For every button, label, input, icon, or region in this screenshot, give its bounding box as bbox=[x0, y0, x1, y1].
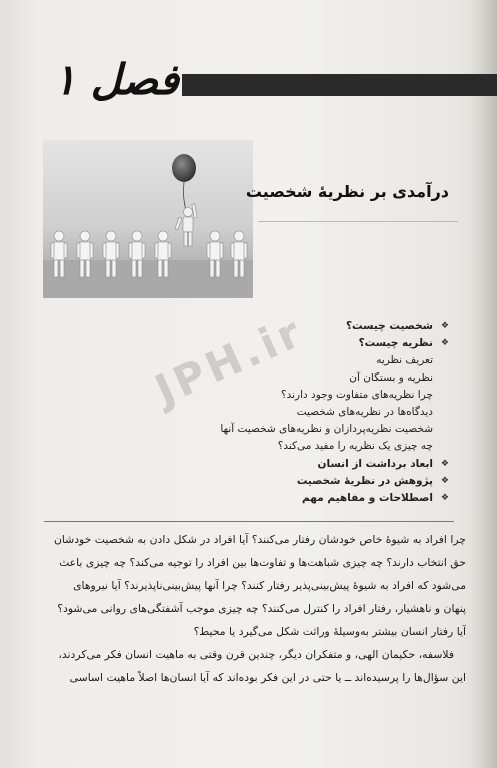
outline-main-item bbox=[149, 456, 449, 473]
diamond-bullet-icon: ❖ bbox=[440, 321, 449, 331]
section-title: درآمدی بر نظریهٔ شخصیت bbox=[245, 182, 449, 201]
outline-item-text: نظریه چیست؟ bbox=[358, 337, 433, 350]
body-text-line: می‌شود که افراد به شیوهٔ پیش‌بینی‌پذیر رفتار کنند؟ چرا آنها پیش‌بینی‌ناپذیرند؟ آیا نیروهای bbox=[73, 579, 466, 592]
outline-main-item bbox=[149, 335, 449, 352]
outline-item-text: دیدگاه‌ها در نظریه‌های شخصیت bbox=[296, 406, 433, 419]
outline-sub-item bbox=[149, 421, 449, 438]
outline-item-text: شخصیت نظریه‌پردازان و نظریه‌های شخصیت آنها bbox=[220, 423, 433, 436]
body-text-line: این سؤال‌ها را پرسیده‌اند ــ یا حتی در این فکر بوده‌اند که آیا انسان‌ها اصلاً ماهیت اساسی bbox=[69, 671, 466, 684]
chapter-outline bbox=[149, 318, 449, 507]
outline-item-text: شخصیت چیست؟ bbox=[345, 320, 433, 332]
section-title-rule bbox=[258, 221, 458, 222]
body-text-line: فلاسفه، حکیمان الهی، و متفکران دیگر، چندین قرن وقتی به ماهیت انسان فکر می‌کردند، bbox=[58, 648, 454, 661]
body-text-line: آیا رفتار انسان بیشتر به‌وسیلهٔ وراثت شکل می‌گیرد یا محیط؟ bbox=[193, 625, 466, 638]
watermark: JPH.ir bbox=[148, 306, 312, 415]
outline-main-item bbox=[149, 318, 449, 335]
diamond-bullet-icon: ❖ bbox=[440, 475, 449, 486]
diamond-bullet-icon: ❖ bbox=[440, 458, 449, 469]
body-text bbox=[34, 528, 466, 689]
body-separator-rule bbox=[44, 521, 454, 522]
body-text-line: چرا افراد به شیوهٔ خاص خودشان رفتار می‌کنند؟ آیا افراد در شکل دادن به شخصیت خودشان bbox=[53, 533, 466, 546]
diamond-bullet-icon: ❖ bbox=[440, 338, 449, 349]
chapter-illustration bbox=[43, 140, 253, 298]
outline-sub-item bbox=[149, 404, 449, 421]
outline-sub-item bbox=[149, 438, 449, 455]
outline-sub-item bbox=[149, 370, 449, 387]
body-text-line: حق انتخاب دارند؟ چه چیزی شباهت‌ها و تفاوت‌ها بین افراد را توجیه می‌کند؟ چه چیزی باعث bbox=[59, 556, 466, 569]
outline-item-text: اصطلاحات و مفاهیم مهم bbox=[302, 492, 433, 505]
outline-item-text: تعریف نظریه bbox=[376, 354, 433, 367]
outline-sub-item bbox=[149, 352, 449, 369]
outline-main-item bbox=[149, 473, 449, 490]
diamond-bullet-icon: ❖ bbox=[440, 493, 449, 504]
chapter-header-bar bbox=[182, 74, 497, 96]
outline-sub-item bbox=[149, 387, 449, 404]
outline-main-item bbox=[149, 490, 449, 507]
outline-item-text: چرا نظریه‌های متفاوت وجود دارند؟ bbox=[281, 388, 433, 401]
outline-item-text: نظریه و بستگان آن bbox=[349, 371, 433, 384]
outline-item-text: پژوهش در نظریهٔ شخصیت bbox=[296, 474, 433, 487]
outline-item-text: چه چیزی یک نظریه را مفید می‌کند؟ bbox=[277, 440, 433, 453]
figures-with-balloon-image bbox=[43, 140, 253, 298]
binding-shadow bbox=[471, 0, 497, 768]
body-text-line: پنهان و ناهشیار، رفتار افراد را کنترل می‌کنند؟ چه چیزی موجب آشفتگی‌های روانی می‌شود؟ bbox=[57, 602, 466, 615]
chapter-title: فصل ۱ bbox=[53, 55, 179, 104]
outline-item-text: ابعاد برداشت از انسان bbox=[317, 457, 433, 470]
